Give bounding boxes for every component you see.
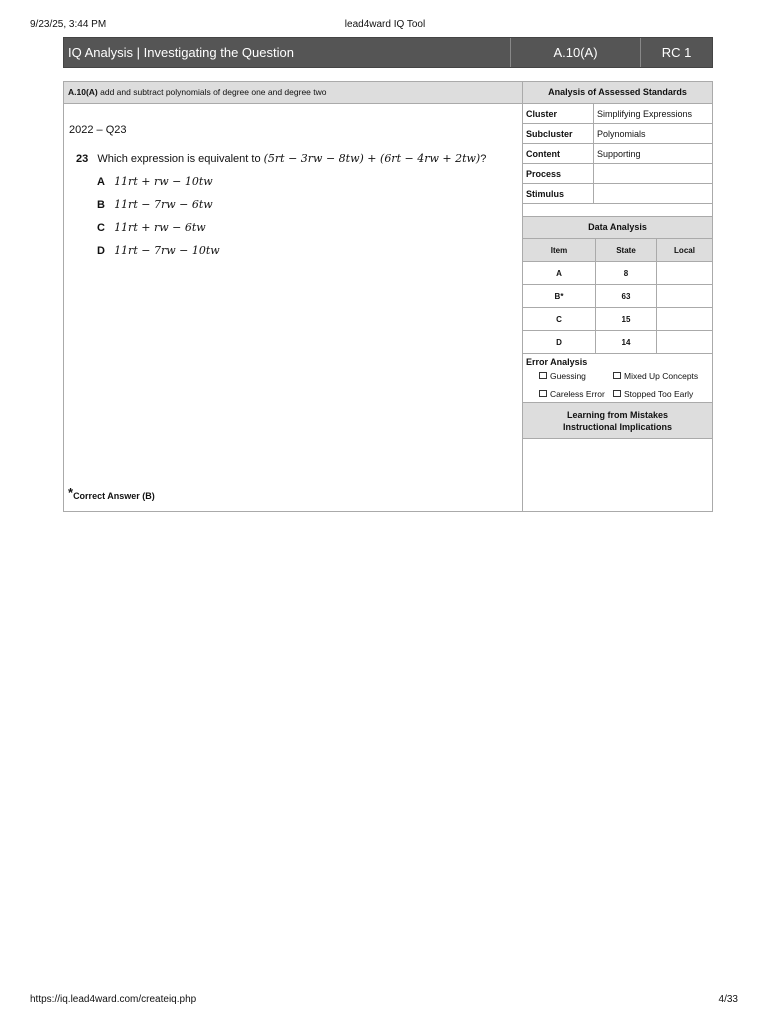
banner-title: IQ Analysis | Investigating the Question [64,38,511,67]
choice-letter: D [97,245,105,257]
correct-answer-text: Correct Answer (B) [73,491,155,501]
learning-line-1: Learning from Mistakes [566,410,669,420]
state-cell: 15 [596,308,657,331]
answer-choice-a [97,175,213,188]
question-stem [76,152,486,165]
question-number: 23 [76,153,89,165]
correct-answer [68,485,155,501]
error-option-careless-error[interactable] [539,389,605,399]
column-header: State [596,239,657,262]
learning-line-2: Instructional Implications [562,422,672,432]
table-row [523,262,712,285]
report-banner [63,37,713,68]
banner-rc: RC 1 [661,45,692,60]
page-number: 4/33 [718,994,738,1005]
local-cell[interactable] [657,285,713,308]
data-analysis-heading: Data Analysis [523,217,712,239]
table-row [523,124,712,144]
banner-standard: A.10(A) [511,38,641,67]
error-option-stopped-too-early[interactable] [613,389,693,399]
local-cell[interactable] [657,331,713,354]
question-stem-math: (5rt − 3rw − 8tw) + (6rt − 4rw + 2tw) [263,152,481,165]
row-value [594,184,713,204]
question-year-id: 2022 – Q23 [69,124,127,136]
table-row [523,184,712,204]
local-cell[interactable] [657,308,713,331]
table-row [523,104,712,124]
print-url: https://iq.lead4ward.com/createiq.php [30,994,197,1005]
question-stem-prefix: Which expression is equivalent to [97,153,261,165]
item-cell: C [523,308,596,331]
assessed-standards-heading: Analysis of Assessed Standards [523,82,712,104]
checkbox-icon[interactable] [613,372,621,379]
row-label: Process [523,164,594,184]
learning-from-mistakes-heading [523,403,712,439]
row-label: Cluster [523,104,594,124]
table-row [523,285,712,308]
item-cell: A [523,262,596,285]
analysis-sidebar [523,82,712,511]
checkbox-icon[interactable] [613,390,621,397]
row-value: Polynomials [594,124,713,144]
answer-choice-b [97,198,213,211]
question-stem-suffix: ? [480,153,487,165]
table-header-row [523,239,712,262]
choice-letter: A [97,176,105,188]
item-cell: D [523,331,596,354]
choice-text: 11rt + rw − 6tw [114,221,206,234]
choice-text: 11rt − 7rw − 10tw [114,244,220,257]
standard-bar [64,82,522,104]
row-value: Supporting [594,144,713,164]
row-value [594,164,713,184]
table-row [523,308,712,331]
data-analysis-table [523,239,712,354]
table-row [523,144,712,164]
standard-description: add and subtract polynomials of degree one and degree two [100,87,327,97]
state-cell: 8 [596,262,657,285]
answer-choice-c [97,221,206,234]
option-label: Guessing [550,371,586,381]
error-analysis [523,354,712,403]
checkbox-icon[interactable] [539,372,547,379]
print-datetime: 9/23/25, 3:44 PM [30,19,107,30]
choice-letter: C [97,222,105,234]
standard-code: A.10(A) [68,87,98,97]
table-row [523,164,712,184]
state-cell: 63 [596,285,657,308]
print-title: lead4ward IQ Tool [344,19,426,30]
analysis-panel [63,81,713,512]
question-panel [64,82,523,511]
question-item [69,146,509,260]
column-header: Item [523,239,596,262]
divider [523,204,712,217]
choice-letter: B [97,199,105,211]
option-label: Careless Error [550,389,605,399]
option-label: Mixed Up Concepts [624,371,699,381]
table-row [523,331,712,354]
error-option-mixed-up-concepts[interactable] [613,371,698,381]
choice-text: 11rt + rw − 10tw [114,175,213,188]
checkbox-icon[interactable] [539,390,547,397]
row-label: Subcluster [523,124,594,144]
answer-choice-d [97,244,220,257]
option-label: Stopped Too Early [624,389,694,399]
choice-text: 11rt − 7rw − 6tw [114,198,213,211]
assessed-standards-table [523,104,712,204]
column-header: Local [657,239,713,262]
local-cell[interactable] [657,262,713,285]
error-analysis-heading: Error Analysis [526,357,588,367]
row-label: Stimulus [523,184,594,204]
item-cell: B* [523,285,596,308]
correct-star: * [68,485,74,500]
state-cell: 14 [596,331,657,354]
row-label: Content [523,144,594,164]
row-value: Simplifying Expressions [594,104,713,124]
error-option-guessing[interactable] [539,371,586,381]
